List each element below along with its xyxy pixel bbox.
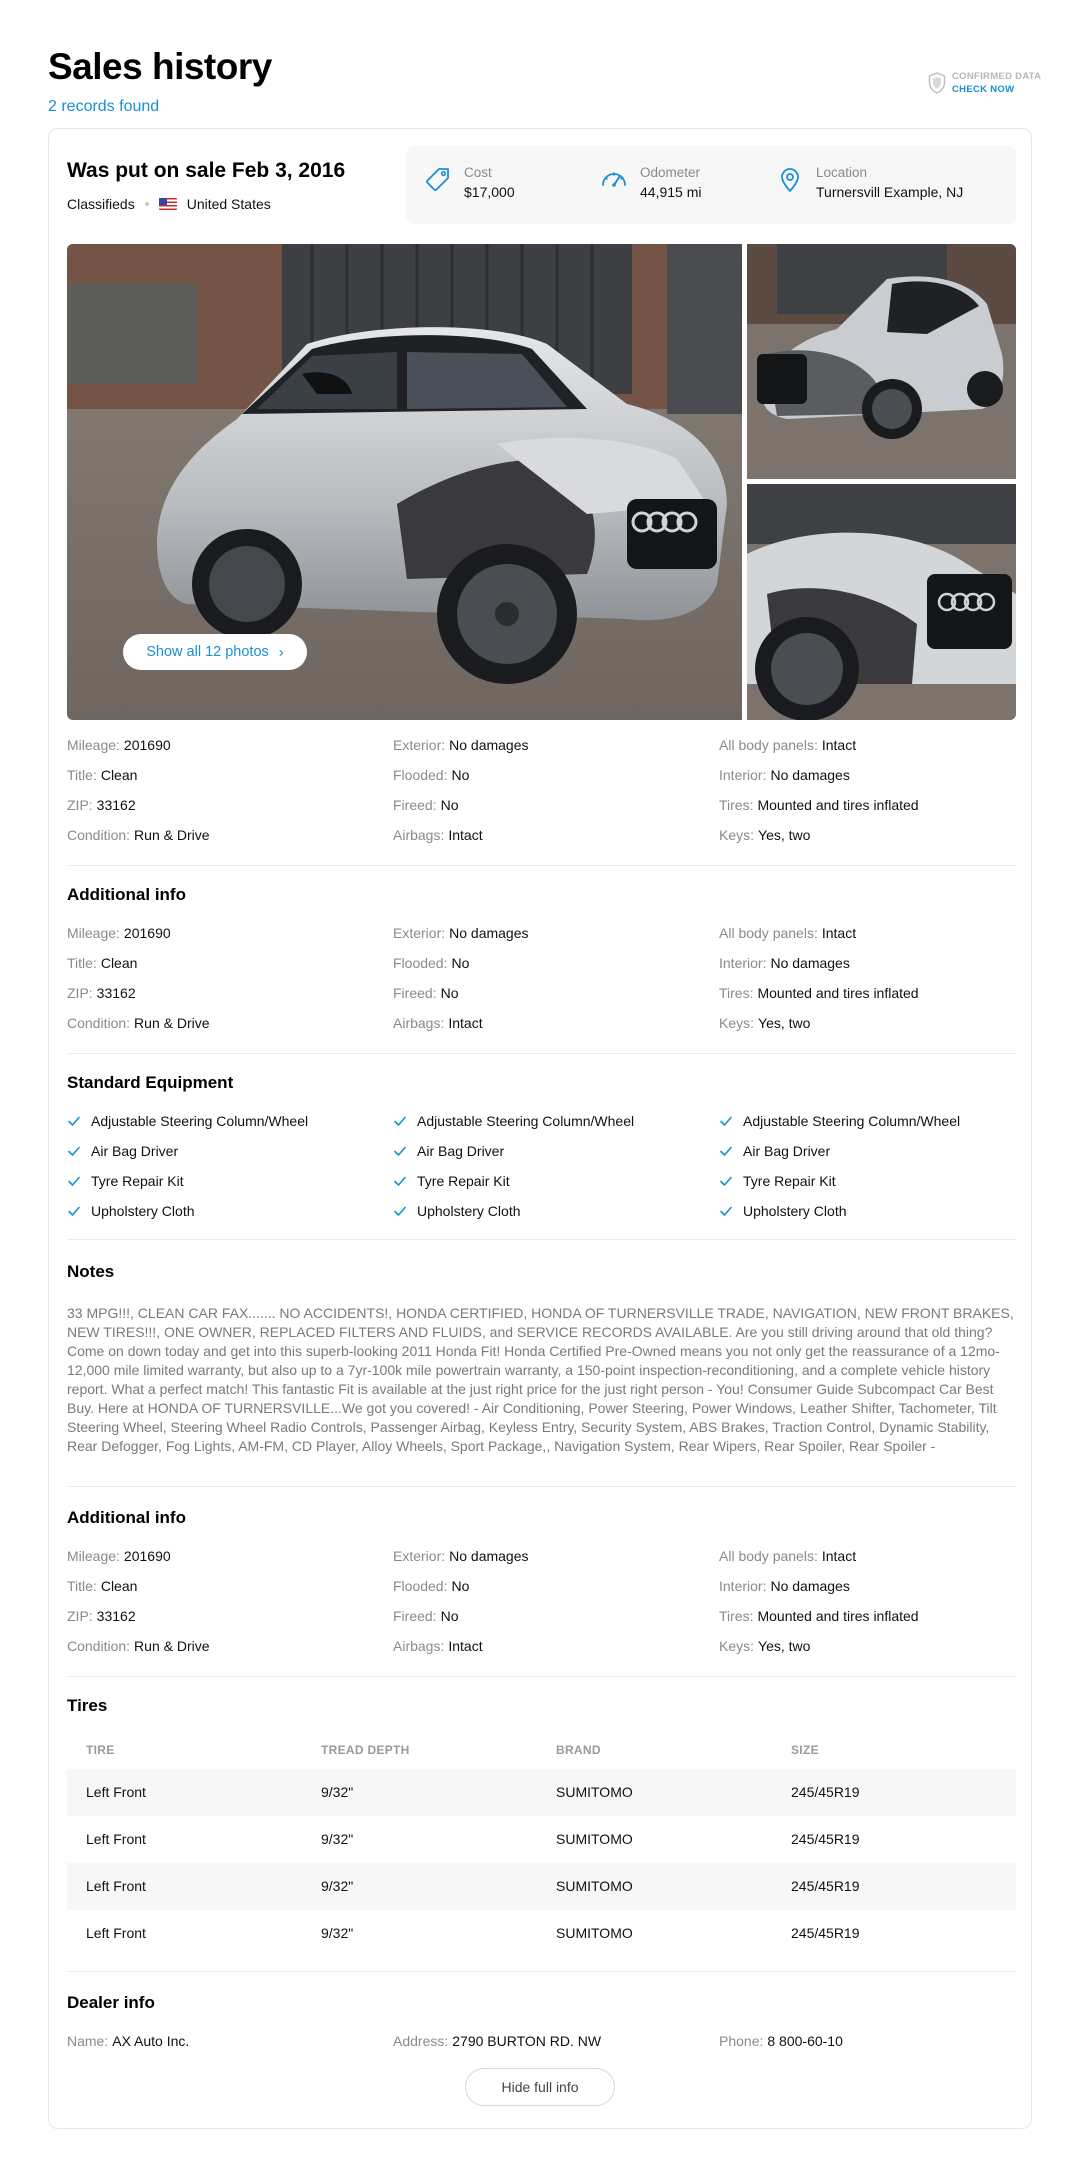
check-icon [719, 1174, 733, 1188]
stat-label: Cost [464, 165, 492, 180]
detail-exterior: Exterior: No damages [393, 1548, 529, 1564]
detail-tires: Tires: Mounted and tires inflated [719, 985, 919, 1001]
stat-value: Turnersvill Example, NJ [816, 184, 964, 200]
detail-body-panels: All body panels: Intact [719, 925, 857, 941]
equipment-item: Upholstery Cloth [719, 1203, 847, 1219]
show-all-photos-button[interactable] [123, 634, 307, 670]
equipment-item: Upholstery Cloth [393, 1203, 521, 1219]
tires-title: Tires [67, 1696, 108, 1715]
dealer-name: Name: AX Auto Inc. [67, 2033, 190, 2049]
detail-title: Title: Clean [67, 1578, 138, 1594]
col-size: SIZE [791, 1743, 819, 1757]
detail-exterior: Exterior: No damages [393, 925, 529, 941]
sale-title: Was put on sale Feb 3, 2016 [67, 159, 346, 182]
detail-interior: Interior: No damages [719, 1578, 850, 1594]
detail-keys: Keys: Yes, two [719, 827, 811, 843]
detail-interior: Interior: No damages [719, 955, 850, 971]
dealer-address: Address: 2790 BURTON RD. NW [393, 2033, 602, 2049]
separator-dot [145, 202, 149, 206]
dealer-phone: Phone: 8 800-60-10 [719, 2033, 843, 2049]
records-count: 2 records found [48, 98, 160, 115]
check-icon [719, 1204, 733, 1218]
equipment-item: Adjustable Steering Column/Wheel [67, 1113, 308, 1129]
check-now-link[interactable]: CHECK NOW [952, 84, 1015, 95]
notes-text: 33 MPG!!!, CLEAN CAR FAX....... NO ACCIDENTS!, HONDA CERTIFIED, HONDA OF TURNERSVILLE TRADE, NAVIGATION, NEW FRONT BRAKES, NEW TIRES!!!, ONE OWNER, REPLACED FILTERS AND FLUIDS, and SERVICE RECORDS AVAILABLE. Are you still driving around that old thing? Come on down today and get into this superb-looking 2011 Honda Fit! Honda Certified Pre-Owned means you not only get the reassurance of a 12mo-12,000 mile limited warranty, but also up to a 7yr-100k mile powertrain warranty, a 150-point inspection-reconditioning, and a complete vehicle history report. What a perfect match! This fantastic Fit is available at the just right price for the just right person - You! Consumer Guide Subcompact Car Best Buy. Here at HONDA OF TURNERSVILLE...We got you covered! - Air Conditioning, Power Steering, Power Windows, Leather Shifter, Tachometer, Tilt Steering Wheel, Steering Wheel Radio Controls, Passenger Airbag, Keyless Entry, Security System, ABS Brakes, Traction Control, Dynamic Stability, Rear Defogger, Fog Lights, AM-FM, CD Player, Alloy Wheels, Sport Package,, Navigation System, Rear Wipers, Rear Spoiler, Rear Spoiler - [67, 1305, 1014, 1454]
check-icon [393, 1114, 407, 1128]
price-tag-icon [424, 166, 452, 194]
confirmed-data-label: CONFIRMED DATA [952, 71, 1042, 82]
confirmed-data-badge[interactable] [928, 70, 1041, 96]
divider [67, 1676, 1016, 1677]
table-row: Left Front 9/32" SUMITOMO 245/45R19 [67, 1769, 1016, 1816]
detail-exterior: Exterior: No damages [393, 737, 529, 753]
car-photo-thumb-1[interactable] [747, 244, 1016, 479]
check-icon [719, 1144, 733, 1158]
equipment-item: Upholstery Cloth [67, 1203, 195, 1219]
detail-mileage: Mileage: 201690 [67, 737, 171, 753]
standard-equipment-title: Standard Equipment [67, 1073, 234, 1092]
sale-source: Classifieds [67, 196, 135, 212]
detail-fired: Fireed: No [393, 985, 459, 1001]
detail-zip: ZIP: 33162 [67, 985, 136, 1001]
check-icon [67, 1114, 81, 1128]
odometer-icon [600, 166, 628, 194]
detail-flooded: Flooded: No [393, 955, 470, 971]
table-row: Left Front 9/32" SUMITOMO 245/45R19 [86, 1925, 860, 1941]
detail-keys: Keys: Yes, two [719, 1015, 811, 1031]
dealer-info-title: Dealer info [67, 1993, 155, 2012]
check-icon [393, 1204, 407, 1218]
divider [67, 1971, 1016, 1972]
notes-title: Notes [67, 1262, 115, 1281]
equipment-item: Tyre Repair Kit [67, 1173, 184, 1189]
detail-zip: ZIP: 33162 [67, 797, 136, 813]
detail-condition: Condition: Run & Drive [67, 1015, 210, 1031]
col-tread-depth: TREAD DEPTH [321, 1743, 410, 1757]
detail-condition: Condition: Run & Drive [67, 827, 210, 843]
tires-table-header [67, 1729, 1016, 1769]
col-tire: TIRE [86, 1743, 115, 1757]
detail-fired: Fireed: No [393, 797, 459, 813]
equipment-item: Tyre Repair Kit [719, 1173, 836, 1189]
detail-airbags: Airbags: Intact [393, 1638, 483, 1654]
detail-condition: Condition: Run & Drive [67, 1638, 210, 1654]
detail-airbags: Airbags: Intact [393, 827, 483, 843]
detail-flooded: Flooded: No [393, 1578, 470, 1594]
detail-keys: Keys: Yes, two [719, 1638, 811, 1654]
equipment-item: Air Bag Driver [67, 1143, 178, 1159]
sale-stats-panel [406, 146, 1016, 224]
page-title: Sales history [48, 46, 272, 87]
detail-title: Title: Clean [67, 955, 138, 971]
detail-mileage: Mileage: 201690 [67, 1548, 171, 1564]
detail-zip: ZIP: 33162 [67, 1608, 136, 1624]
table-row: Left Front 9/32" SUMITOMO 245/45R19 [86, 1831, 860, 1847]
location-pin-icon [776, 166, 804, 194]
chevron-right-icon: › [278, 643, 284, 661]
equipment-item: Adjustable Steering Column/Wheel [393, 1113, 634, 1129]
stat-odometer [600, 164, 701, 202]
detail-mileage: Mileage: 201690 [67, 925, 171, 941]
car-photo-thumb-2[interactable] [747, 484, 1016, 720]
detail-body-panels: All body panels: Intact [719, 737, 857, 753]
additional-info-title: Additional info [67, 1508, 186, 1527]
stat-label: Odometer [640, 165, 701, 180]
detail-interior: Interior: No damages [719, 767, 850, 783]
sale-record-card [48, 128, 1032, 2129]
table-row: Left Front 9/32" SUMITOMO 245/45R19 [67, 1863, 1016, 1910]
stat-cost [424, 164, 515, 202]
additional-info-title: Additional info [67, 885, 186, 904]
stat-label: Location [816, 165, 868, 180]
detail-tires: Tires: Mounted and tires inflated [719, 797, 919, 813]
sale-meta [67, 196, 271, 212]
divider [67, 1486, 1016, 1487]
check-icon [719, 1114, 733, 1128]
shield-icon [928, 72, 946, 94]
detail-flooded: Flooded: No [393, 767, 470, 783]
check-icon [67, 1174, 81, 1188]
stat-location [776, 164, 963, 202]
equipment-item: Adjustable Steering Column/Wheel [719, 1113, 960, 1129]
detail-body-panels: All body panels: Intact [719, 1548, 857, 1564]
check-icon [393, 1174, 407, 1188]
detail-fired: Fireed: No [393, 1608, 459, 1624]
col-brand: BRAND [556, 1743, 601, 1757]
divider [67, 1053, 1016, 1054]
detail-title: Title: Clean [67, 767, 138, 783]
detail-airbags: Airbags: Intact [393, 1015, 483, 1031]
check-icon [67, 1204, 81, 1218]
check-icon [67, 1144, 81, 1158]
hide-full-info-button[interactable]: Hide full info [465, 2068, 615, 2106]
sale-country: United States [186, 196, 271, 212]
us-flag-icon [159, 198, 177, 210]
detail-tires: Tires: Mounted and tires inflated [719, 1608, 919, 1624]
equipment-item: Air Bag Driver [719, 1143, 830, 1159]
equipment-item: Tyre Repair Kit [393, 1173, 510, 1189]
equipment-item: Air Bag Driver [393, 1143, 504, 1159]
stat-value: 44,915 mi [640, 184, 702, 200]
check-icon [393, 1144, 407, 1158]
divider [67, 1239, 1016, 1240]
stat-value: $17,000 [464, 184, 515, 200]
show-all-photos-label: Show all 12 photos [146, 644, 269, 660]
divider [67, 865, 1016, 866]
